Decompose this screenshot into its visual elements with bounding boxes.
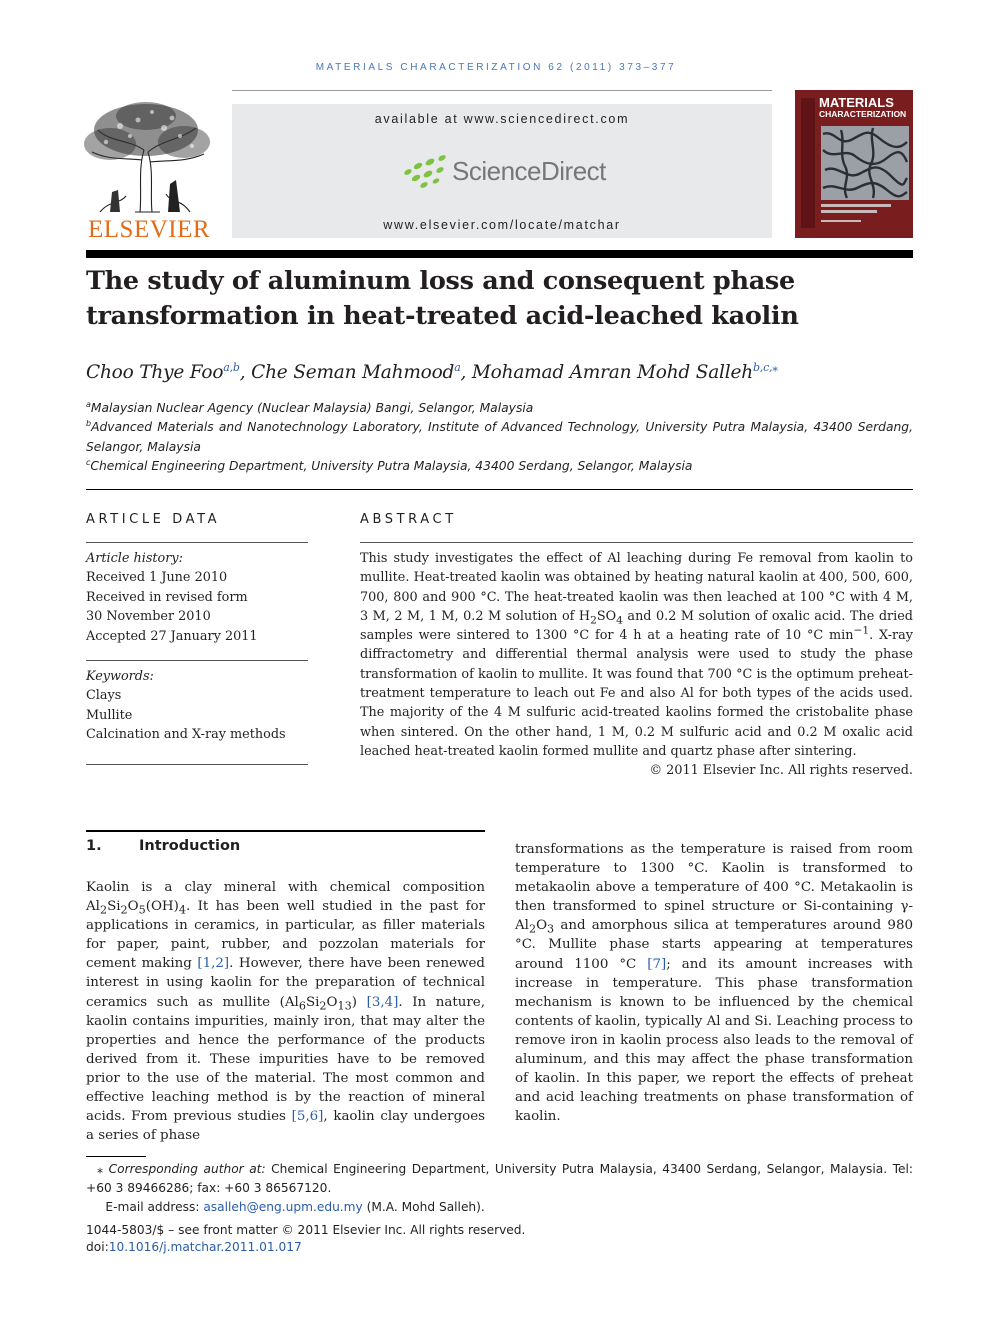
footnote-rule — [86, 1156, 146, 1157]
footnote-label: Corresponding author at: — [108, 1162, 266, 1176]
title-rule — [86, 250, 913, 258]
abstract-text — [360, 549, 913, 761]
abstract-superscript: −1 — [853, 623, 870, 637]
email-owner: (M.A. Mohd Salleh). — [362, 1200, 485, 1214]
abstract-subscript: 4 — [616, 613, 623, 627]
article-history — [86, 549, 308, 646]
author-affiliation-link[interactable]: a,b — [223, 360, 240, 374]
sciencedirect-dots-icon — [400, 152, 452, 190]
doi-line — [86, 1239, 913, 1256]
subscript: 2 — [99, 903, 108, 917]
sciencedirect-banner — [232, 104, 772, 238]
doi-link[interactable]: 10.1016/j.matchar.2011.01.017 — [108, 1240, 302, 1254]
sciencedirect-logo — [400, 150, 610, 192]
text-segment: (OH) — [145, 899, 179, 915]
text-segment: Si — [305, 994, 320, 1010]
affiliation-text: Chemical Engineering Department, University Putra Malaysia, 43400 Serdang, Selangor, Malaysia — [90, 459, 693, 473]
article-data-bottom-rule — [86, 764, 308, 765]
abstract-heading: ABSTRACT — [360, 512, 457, 527]
footnote-address — [86, 1160, 913, 1198]
author-name: Mohamad Amran Mohd Salleh — [471, 362, 753, 383]
cover-title-materials: MATERIALS — [819, 95, 894, 110]
subscript: 5 — [138, 903, 146, 917]
citation-link[interactable]: [3,4] — [366, 994, 399, 1010]
abstract-segment: . X-ray diffractometry and differential thermal analysis were used to study the phase transformation of kaolin to mullite. It was found that 700 °C is the optimum preheat-treatment temperature to leach out Fe and also Al for both types of the acids used. The majority of the 4 M sulfuric acid-treated kaolins formed the cristobalite phase when sintered. On the other hand, 1 M, 0.2 M sulfuric acid and 0.2 M oxalic acid leached heat-treated kaolin formed mullite and quartz phase after sintering. — [360, 628, 913, 759]
doi-label: doi: — [86, 1240, 109, 1254]
text-segment: O — [127, 899, 139, 915]
text-segment: . However, there have been renewed interest in using kaolin for the preparation of technical ceramics such as mullite (Al — [86, 956, 486, 1010]
elsevier-tree-icon — [80, 100, 214, 215]
text-segment: , kaolin clay undergoes a series of phase — [86, 1109, 486, 1144]
text-segment: Si — [107, 899, 121, 915]
intro-paragraph — [515, 840, 913, 1126]
keywords-rule — [86, 660, 308, 661]
article-data-rule — [86, 542, 308, 543]
corresponding-author-footnote — [86, 1160, 913, 1217]
text-segment: . It has been well studied in the past for applications in ceramics, in particular, as filler materials for paper, paint, rubber, and pozzolan materials for cement making — [86, 899, 485, 972]
email-link[interactable]: asalleh@eng.upm.edu.my — [203, 1200, 363, 1214]
author-affiliation-link[interactable]: a — [454, 360, 461, 374]
text-segment: ; and its amount increases with increase in temperature. This phase transformation mechanism is known to be influenced by the chemical contents of kaolin, typically Al and Si. Leaching process to remove iron in kaolin process also leads to the removal of aluminum, and this may affect the phase transformation of kaolin. In this paper, we report the effects of preheat and acid leaching treatments on phase transformation of kaolin. — [515, 956, 914, 1125]
keywords-label: Keywords: — [86, 669, 154, 684]
subscript: 3 — [547, 923, 555, 937]
abstract-body — [360, 549, 913, 781]
article-title: The study of aluminum loss and consequent phase transformation in heat-treated acid-leached kaolin — [86, 266, 799, 331]
citation-link[interactable]: [5,6] — [291, 1109, 324, 1125]
abstract-copyright: © 2011 Elsevier Inc. All rights reserved. — [649, 763, 913, 779]
intro-rule — [86, 830, 485, 832]
text-segment: transformations as the temperature is raised from room temperature to 1300 °C. Kaolin is transformed to metakaolin above a temperature of 400 °C. Metakaolin is then transformed to spinel structure or Si-containing γ-Al — [515, 842, 913, 934]
issn-line: 1044-5803/$ – see front matter © 2011 Elsevier Inc. All rights reserved. — [86, 1223, 526, 1237]
section-title: Introduction — [139, 838, 241, 854]
abstract-subscript: 2 — [590, 613, 597, 627]
subscript: 6 — [298, 999, 306, 1013]
footnote-text: Chemical Engineering Department, University Putra Malaysia, 43400 Serdang, Selangor, Malaysia. Tel: +60 3 89466286; fax: +60 3 86567120. — [86, 1162, 914, 1195]
affiliation-b — [86, 418, 913, 457]
citation-link[interactable]: [7] — [647, 956, 667, 972]
revised-label: Received in revised form — [86, 589, 248, 605]
header-rule — [232, 90, 772, 91]
subscript: 4 — [178, 903, 186, 917]
subscript: 2 — [319, 999, 327, 1013]
section-number: 1. — [86, 838, 102, 854]
email-label: E-mail address: — [105, 1200, 204, 1214]
affiliation-c — [86, 457, 913, 477]
abstract-segment: SO — [596, 608, 617, 624]
citation-link[interactable]: [1,2] — [197, 956, 230, 972]
keyword-item: Mullite — [86, 707, 133, 723]
elsevier-wordmark: ELSEVIER — [88, 216, 211, 243]
affiliation-text: Malaysian Nuclear Agency (Nuclear Malaysia) Bangi, Selangor, Malaysia — [90, 401, 534, 415]
text-segment: and amorphous silica at temperatures around 980 °C. Mullite phase starts appearing at temperatures around 1100 °C — [515, 918, 913, 972]
intro-paragraph — [86, 878, 485, 1145]
front-matter-info — [86, 1222, 913, 1256]
subscript: 13 — [337, 999, 352, 1013]
received-date: Received 1 June 2010 — [86, 570, 228, 586]
keyword-item: Clays — [86, 688, 122, 704]
article-data-heading: ARTICLE DATA — [86, 512, 221, 527]
history-label: Article history: — [86, 551, 183, 566]
text-segment: Kaolin is a clay mineral with chemical composition Al — [86, 880, 485, 915]
sciencedirect-wordmark: ScienceDirect — [452, 156, 606, 186]
subscript: 2 — [120, 903, 128, 917]
author-name: Che Seman Mahmood — [251, 362, 455, 383]
author-list: Choo Thye Foo$^{a,b}$, Che Seman Mahmood$^a$, Mohamad Amran Mohd Salleh$^{b,c,⁎}$ — [86, 360, 778, 383]
abstract-segment: This study investigates the effect of Al leaching during Fe removal from kaolin to mullite. Heat-treated kaolin was obtained by heating natural kaolin at 400, 500, 600, 700, 800 and 900 °C. The heat-treated kaolin was then leached at 100 °C with 4 M, 3 M, 2 M, 1 M, 0.2 M solution of H — [360, 551, 913, 624]
cover-title-characterization: CHARACTERIZATION — [819, 109, 907, 119]
keyword-item: Calcination and X-ray methods — [86, 727, 286, 743]
text-segment: O — [536, 918, 548, 934]
available-at-text: available at www.sciencedirect.com — [374, 112, 630, 126]
intro-heading — [86, 838, 240, 854]
revised-date: 30 November 2010 — [86, 609, 211, 625]
affiliation-mark: c — [86, 457, 91, 467]
cover-micrograph-icon — [795, 90, 913, 238]
author-name: Choo Thye Foo — [86, 362, 224, 383]
accepted-date: Accepted 27 January 2011 — [86, 628, 258, 644]
intro-column-left — [86, 878, 485, 1145]
running-header: MATERIALS CHARACTERIZATION 62 (2011) 373–377 — [315, 62, 677, 73]
journal-cover — [795, 90, 913, 238]
affiliation-text: Advanced Materials and Nanotechnology Laboratory, Institute of Advanced Technology, University Putra Malaysia, 43400 Serdang, Selangor, Malaysia — [86, 420, 913, 454]
elsevier-logo — [80, 100, 214, 242]
keywords-block — [86, 667, 308, 745]
author-affiliation-link[interactable]: b,c,⁎ — [752, 360, 778, 374]
affiliation-mark: b — [86, 418, 92, 428]
text-segment: ) — [351, 994, 367, 1010]
affiliation-a — [86, 399, 913, 419]
text-segment: O — [326, 994, 338, 1010]
footnote-mark: ⁎ — [97, 1162, 104, 1176]
subscript: 2 — [528, 923, 537, 937]
footnote-email — [86, 1198, 913, 1217]
abstract-segment: and 0.2 M solution of oxalic acid. The dried samples were sintered to 1300 °C for 4 h at a heating rate of 10 °C min — [360, 608, 913, 644]
text-segment: . In nature, kaolin contains impurities, mainly iron, that may alter the properties and hence the performance of the products derived from it. These impurities have to be removed prior to the use of the material. The most common and effective leaching method is by the reaction of mineral acids. From previous studies — [86, 994, 485, 1125]
affiliation-rule — [86, 489, 913, 490]
abstract-rule — [360, 542, 913, 543]
intro-column-right — [515, 840, 913, 1126]
affiliation-mark: a — [86, 399, 91, 409]
journal-url: www.elsevier.com/locate/matchar — [383, 218, 621, 232]
